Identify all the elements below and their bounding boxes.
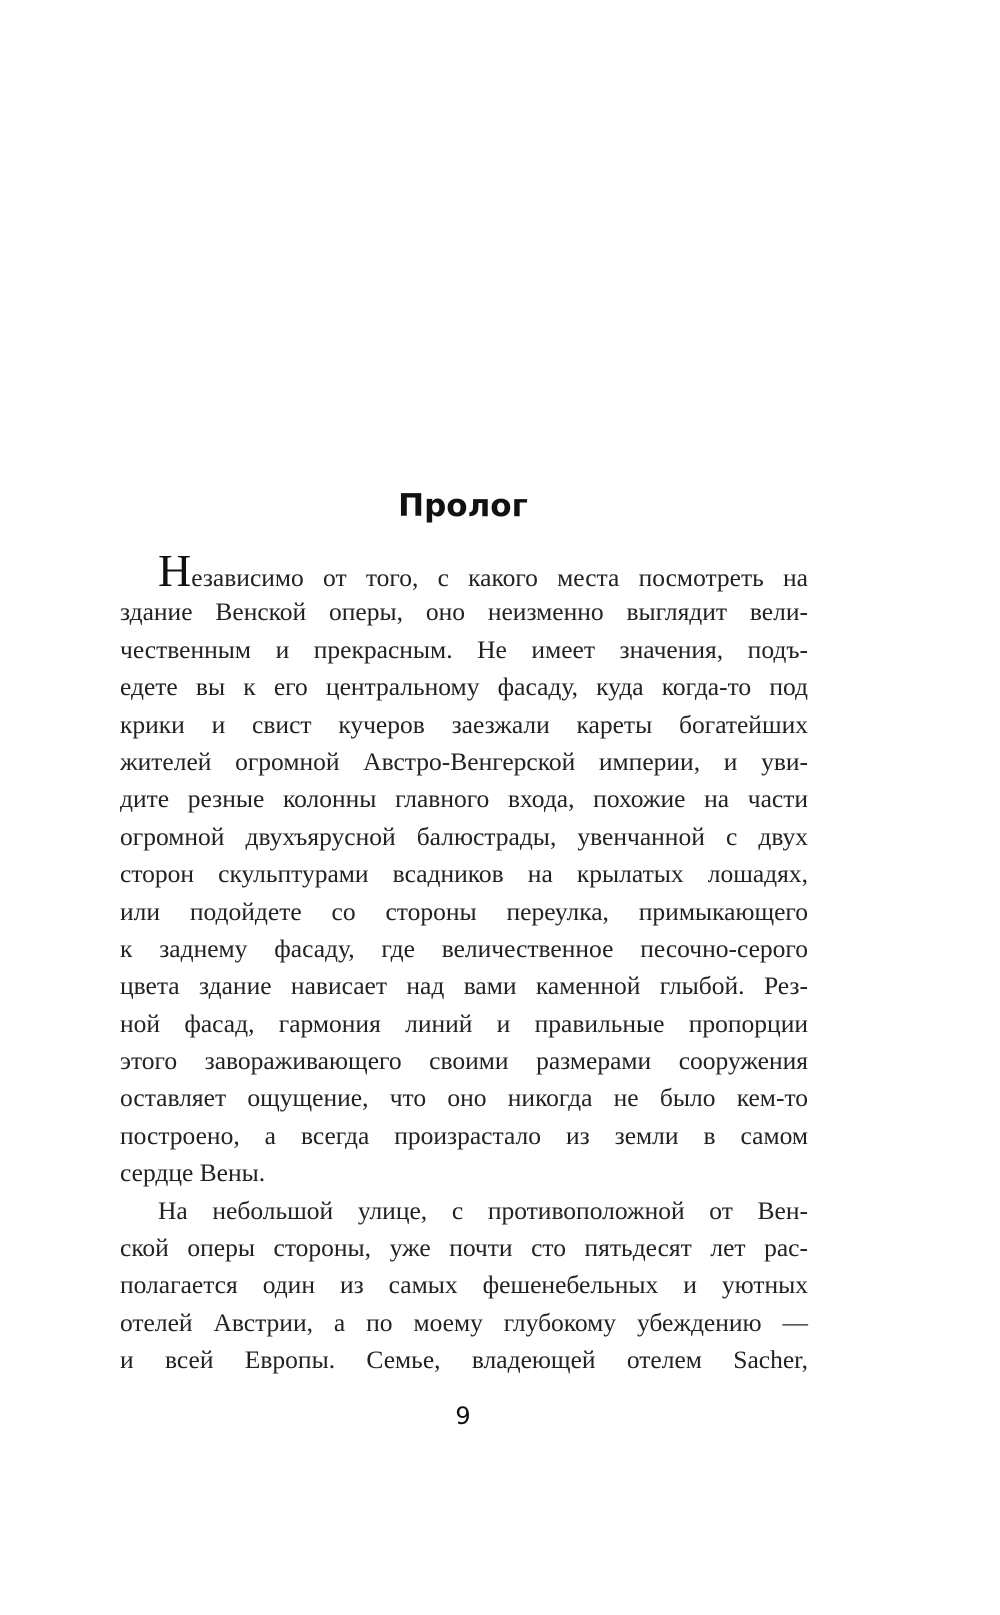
text-line: здание Венской оперы, оно неизменно выглядит вели- — [120, 597, 808, 627]
text-line: чественным и прекрасным. Не имеет значения, подъ- — [120, 634, 808, 664]
text-line: сердце Вены. — [120, 1158, 266, 1188]
body-text — [120, 545, 808, 1379]
text-line: или подойдете со стороны переулка, примыкающего — [120, 896, 808, 926]
text-line — [120, 545, 808, 596]
text-line: оставляет ощущение, что оно никогда не было кем-то — [120, 1083, 808, 1113]
text-line: ской оперы стороны, уже почти сто пятьдесят лет рас- — [120, 1233, 808, 1263]
text-line: к заднему фасаду, где величественное песочно-серого — [120, 933, 808, 963]
chapter-title: Пролог — [398, 488, 528, 524]
text-line: полагается один из самых фешенебельных и уютных — [120, 1270, 808, 1300]
text-line: дите резные колонны главного входа, похожие на части — [120, 784, 808, 814]
text-line: и всей Европы. Семье, владеющей отелем Sacher, — [120, 1345, 808, 1375]
text-line: ной фасад, гармония линий и правильные пропорции — [120, 1008, 808, 1038]
text-line: жителей огромной Австро-Венгерской империи, и уви- — [120, 746, 808, 776]
text-line-content: езависимо от того, с какого места посмотреть на — [191, 563, 808, 592]
page-number: 9 — [455, 1402, 471, 1430]
drop-cap: Н — [158, 545, 192, 596]
text-line: построено, а всегда произрастало из земли в самом — [120, 1120, 808, 1150]
text-line: огромной двухъярусной балюстрады, увенчанной с двух — [120, 821, 808, 851]
text-line: крики и свист кучеров заезжали кареты богатейших — [120, 709, 808, 739]
text-line: На небольшой улице, с противоположной от Вен- — [158, 1195, 808, 1225]
text-line: этого завораживающего своими размерами сооружения — [120, 1046, 808, 1076]
text-line: цвета здание нависает над вами каменной глыбой. Рез- — [120, 971, 808, 1001]
text-line: отелей Австрии, а по моему глубокому убеждению — — [120, 1307, 808, 1337]
text-line: сторон скульптурами всадников на крылатых лошадях, — [120, 859, 808, 889]
text-line: едете вы к его центральному фасаду, куда когда-то под — [120, 672, 808, 702]
